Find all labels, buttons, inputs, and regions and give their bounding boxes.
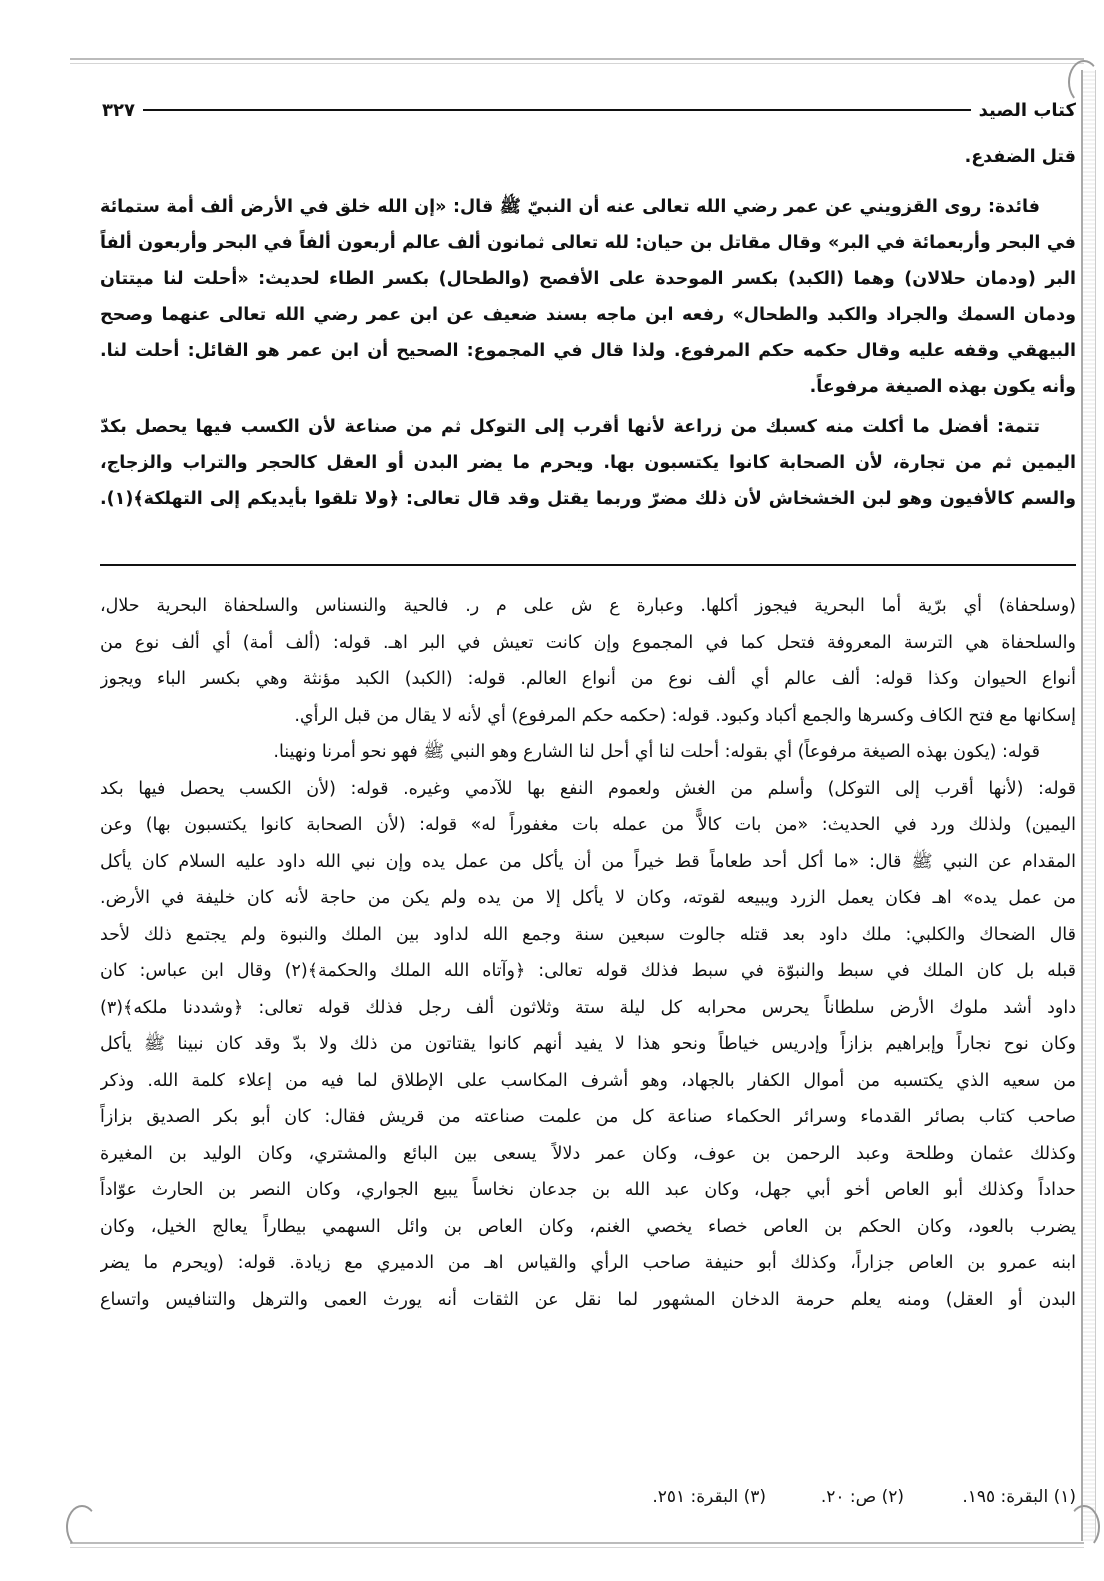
text-line: في البحر وأربعمائة في البر» وقال مقاتل بن حيان: لله تعالى ثمانون ألف عالم أربعون ألفاً في البحر وأربعون ألفاً (100, 233, 1076, 253)
note-line: قبله بل كان الملك في سبط والنبوّة في سبط فذلك قوله تعالى: ﴿وآتاه الله الملك والحكمة﴾(٢) وقال ابن عباس: كان (100, 961, 1076, 981)
ornament-curl-icon (66, 1505, 98, 1549)
header-rule (143, 109, 971, 111)
note-line: البدن أو العقل) ومنه يعلم حرمة الدخان المشهور لما نقل عن الثقات أنه يورث العمى والترهل والتنافيس واتساع (100, 1289, 1076, 1310)
text-line: البر (ودمان حلالان) وهما (الكبد) بكسر الموحدة على الأفصح (والطحال) بكسر الطاء لحديث: «أحلت لنا ميتتان (100, 269, 1076, 289)
ornament-curl-icon (1068, 1505, 1100, 1549)
note-line: داود أشد ملوك الأرض سلطاناً يحرس محرابه كل ليلة ستة وثلاثون ألف رجل فذلك قوله تعالى: ﴿وشددنا ملكه﴾(٣) (100, 997, 1076, 1018)
page-border-bottom-inner (70, 1547, 1084, 1548)
page-border-top (70, 58, 1084, 60)
footnote-2: (٢) ص: ٢٠. (820, 1487, 904, 1507)
footnote-3: (٣) البقرة: ٢٥١. (652, 1487, 766, 1507)
text-line: وأنه يكون بهذه الصيغة مرفوعاً. (809, 377, 1076, 397)
footnote-1: (١) البقرة: ١٩٥. (962, 1487, 1076, 1507)
note-line: قال الضحاك والكلبي: ملك داود بعد قتله جالوت سبعين سنة وجمع الله لداود بين الملك والنبوة ولم يجتمع ذلك لأحد (100, 924, 1076, 945)
text-line: تتمة: أفضل ما أكلت منه كسبك من زراعة لأنها أقرب إلى التوكل ثم من صناعة لأن الكسب فيها يحصل بكدّ (100, 417, 1040, 437)
page-number: ٣٢٧ (102, 99, 135, 121)
note-line: قوله: (يكون بهذه الصيغة مرفوعاً) أي بقوله: أحلت لنا أي أحل لنا الشارع وهو النبي ﷺ فهو نحو أمرنا ونهينا. (273, 742, 1040, 762)
note-line: ابنه عمرو بن العاص جزاراً، وكذلك أبو حنيفة صاحب الرأي والقياس اهـ من الدميري مع زيادة. قوله: (ويحرم ما يضر (100, 1253, 1076, 1273)
note-line: من عمل يده» اهـ فكان يعمل الزرد ويبيعه لقوته، وكان لا يأكل إلا من يده ولم يكن من حاجة لأنه كان خليفة في الأرض. (100, 888, 1076, 908)
note-line: أنواع الحيوان وكذا قوله: ألف عالم أي ألف نوع من أنواع العالم. قوله: (الكبد) الكبد مؤنثة وهي بكسر الباء ويجوز (100, 669, 1076, 689)
page-border-right (1081, 70, 1096, 1541)
note-line: صاحب كتاب بصائر القدماء وسرائر الحكماء صناعة كل من علمت صناعته من قريش فقال: كان أبو بكر الصديق بزازاً (100, 1107, 1076, 1127)
text-line: اليمين ثم من تجارة، لأن الصحابة كانوا يكتسبون بها. ويحرم ما يضر البدن أو العقل كالحجر والتراب والزجاج، (100, 453, 1076, 473)
text-line: فائدة: روى القزويني عن عمر رضي الله تعالى عنه أن النبيّ ﷺ قال: «إن الله خلق في الأرض ألف أمة ستمائة (100, 197, 1040, 217)
text-line: ودمان السمك والجراد والكبد والطحال» رفعه ابن ماجه بسند ضعيف عن ابن عمر رضي الله تعالى عنهما وصحح (100, 305, 1076, 325)
text-line: والسم كالأفيون وهو لبن الخشخاش لأن ذلك مضرّ وربما يقتل وقد قال تعالى: ﴿ولا تلقوا بأيديكم إلى التهلكة﴾(١). (100, 489, 1076, 509)
note-line: والسلحفاة هي الترسة المعروفة فتحل كما في المجموع وإن كانت تعيش في البر اهـ. قوله: (ألف أمة) أي ألف نوع من (100, 632, 1076, 653)
note-line: المقدام عن النبي ﷺ قال: «ما أكل أحد طعاماً قط خيراً من أن يأكل من عمل يده وإن نبي الله داود عليه السلام كان يأكل (100, 851, 1076, 872)
note-line: إسكانها مع فتح الكاف وكسرها والجمع أكباد وكبود. قوله: (حكمه حكم المرفوع) أي لأنه لا يقال من قبل الرأي. (294, 705, 1076, 726)
page-border-top-inner (70, 63, 1084, 64)
text-line: البيهقي وقفه عليه وقال حكمه حكم المرفوع. ولذا قال في المجموع: الصحيح أن ابن عمر هو القائل: أحلت لنا. (100, 341, 1076, 361)
note-line: حداداً وكذلك أبو العاص أخو أبي جهل، وكان عبد الله بن جدعان نخاساً يبيع الجواري، وكان النصر بن الحارث عوّاداً (100, 1180, 1076, 1200)
chapter-title: كتاب الصيد (978, 99, 1076, 121)
note-line: من سعيه الذي يكتسبه من أموال الكفار بالجهاد، وهو أشرف المكاسب على الإطلاق لما فيه من إعلاء كلمة الله. وذكر (100, 1070, 1076, 1091)
footnote-separator (100, 564, 1076, 566)
text-line: قتل الضفدع. (964, 147, 1076, 167)
note-line: وكذلك عثمان وطلحة وعبد الرحمن بن عوف، وكان عمر دلالاً يسعى بين البائع والمشتري، وكان الوليد بن المغيرة (100, 1143, 1076, 1164)
note-line: (وسلحفاة) أي برّية أما البحرية فيجوز أكلها. وعبارة ع ش على م ر. فالحية والنسناس والسلحفاة البحرية حلال، (100, 596, 1076, 616)
note-line: وكان نوح نجاراً وإبراهيم بزازاً وإدريس خياطاً ونحو هذا لا يفيد أنهم كانوا يقتاتون من ذلك ولا بدّ وقد كان نبينا ﷺ يأكل (100, 1034, 1076, 1054)
running-header (102, 96, 1076, 124)
note-line: قوله: (لأنها أقرب إلى التوكل) وأسلم من الغش ولعموم النفع بها للآدمي وغيره. قوله: (لأن الكسب يحصل فيها بكد (100, 778, 1076, 799)
note-line: اليمين) ولذلك ورد في الحديث: «من بات كالاًّ من عمله بات مغفوراً له» قوله: (لأن الصحابة كانوا يكتسبون بها) وعن (100, 815, 1076, 835)
page-border-bottom (70, 1542, 1084, 1544)
note-line: يضرب بالعود، وكان الحكم بن العاص خصاء يخصي الغنم، وكان العاص بن وائل السهمي بيطاراً يعالج الخيل، وكان (100, 1216, 1076, 1237)
